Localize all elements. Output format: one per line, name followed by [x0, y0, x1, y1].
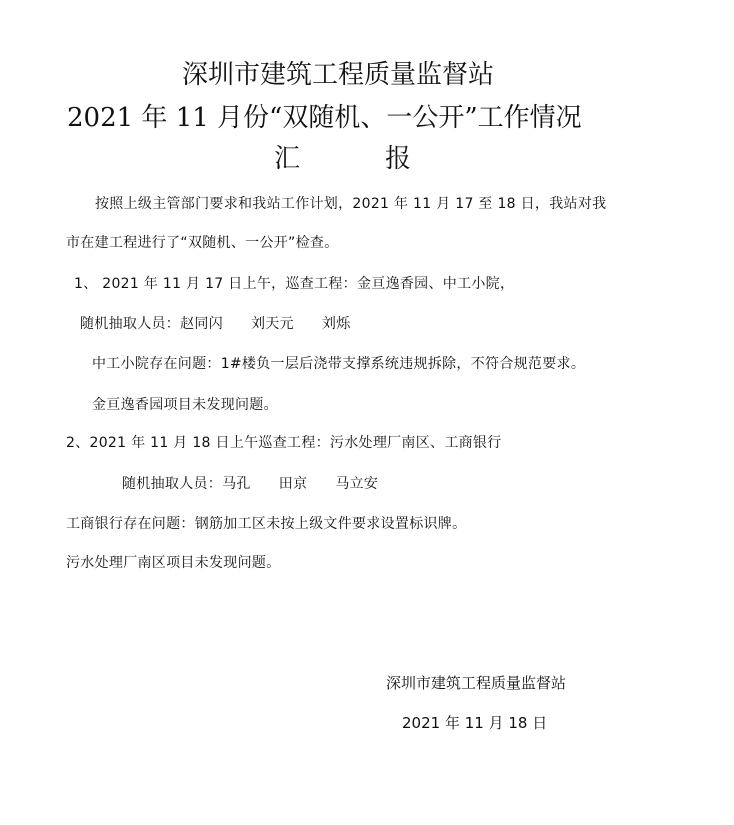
item2-issue-line: 工商银行存在问题：钢筋加工区未按上级文件要求设置标识牌。	[66, 516, 467, 532]
signature-organization: 深圳市建筑工程质量监督站	[386, 674, 567, 692]
document-title-line3-part1: 汇	[274, 144, 301, 174]
item2-inspection-line: 2、2021 年 11 月 18 日上午巡查工程：污水处理厂南区、工商银行	[66, 435, 502, 451]
document-title-line2: 2021 年 11 月份“双随机、一公开”工作情况	[67, 103, 582, 133]
item2-personnel-name2: 田京	[278, 476, 308, 492]
item1-inspection-line: 1、 2021 年 11 月 17 日上午，巡查工程：金亘逸香园、中工小院，	[74, 276, 515, 292]
signature-date: 2021 年 11 月 18 日	[402, 714, 548, 732]
document-title-line3-part2: 报	[385, 144, 412, 174]
item1-personnel-name2: 刘天元	[251, 316, 294, 332]
item2-no-issue-line: 污水处理厂南区项目未发现问题。	[66, 555, 281, 571]
item1-personnel-name3: 刘烁	[321, 316, 351, 332]
item2-personnel-name3: 马立安	[335, 476, 379, 492]
item2-personnel-line	[122, 477, 378, 491]
item1-no-issue-line: 金亘逸香园项目未发现问题。	[92, 397, 278, 413]
intro-paragraph-line1: 按照上级主管部门要求和我站工作计划，2021 年 11 月 17 至 18 日，我站对我	[95, 196, 607, 212]
intro-paragraph-line2: 市在建工程进行了“双随机、一公开”检查。	[66, 235, 339, 251]
item2-personnel-label: 随机抽取人员：马孔	[122, 476, 251, 492]
item1-personnel-line	[80, 317, 351, 331]
item1-personnel-label: 随机抽取人员：赵同闪	[80, 316, 223, 332]
item1-issue-line: 中工小院存在问题：1#楼负一层后浇带支撑系统违规拆除，不符合规范要求。	[92, 356, 586, 372]
document-title-line1: 深圳市建筑工程质量监督站	[182, 60, 495, 90]
